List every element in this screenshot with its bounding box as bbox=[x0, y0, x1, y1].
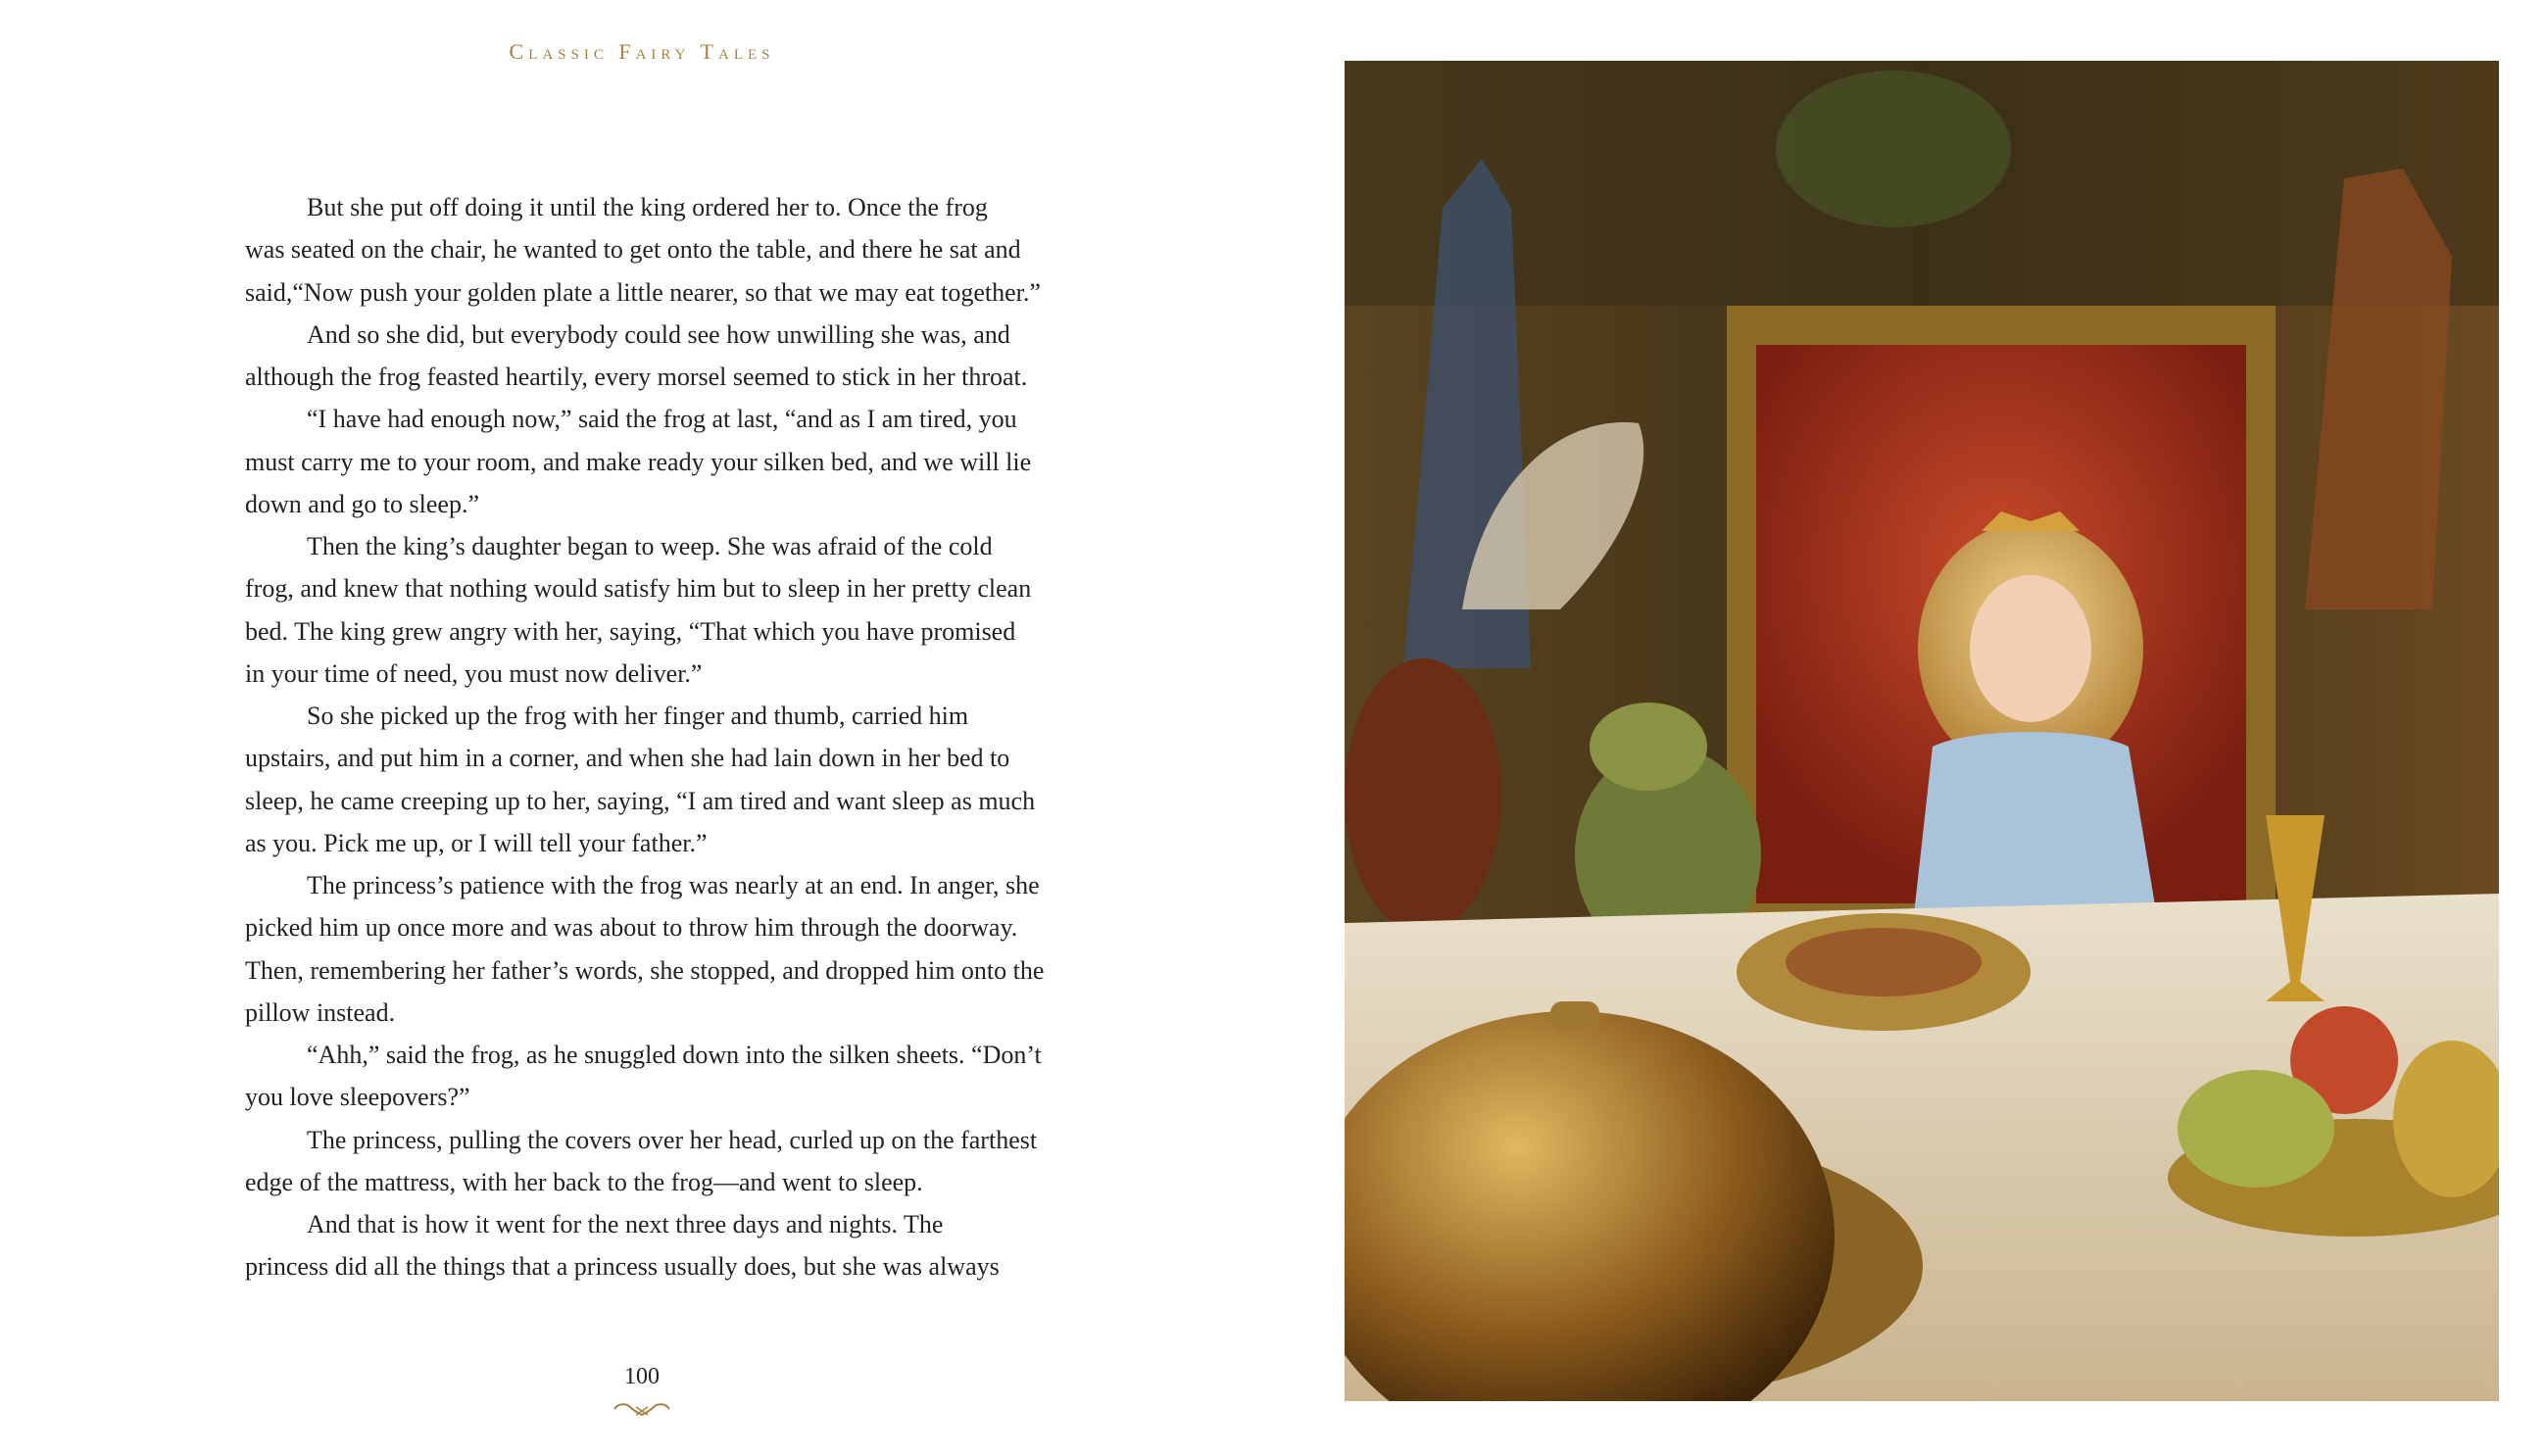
text-line: Then, remembering her father’s words, she stopped, and dropped him onto the bbox=[245, 955, 1045, 985]
text-line: said,“Now push your golden plate a little nearer, so that we may eat together.” bbox=[245, 277, 1041, 307]
text-line: sleep, he came creeping up to her, saying, “I am tired and want sleep as much bbox=[245, 786, 1036, 815]
text-line: pillow instead. bbox=[245, 997, 396, 1027]
jug bbox=[1345, 658, 1501, 933]
text-line: And so she did, but everybody could see how unwilling she was, and bbox=[307, 319, 1010, 349]
text-line: bed. The king grew angry with her, saying, “That which you have promised bbox=[245, 616, 1016, 646]
text-line: you love sleepovers?” bbox=[245, 1083, 470, 1112]
text-line: edge of the mattress, with her back to the frog—and went to sleep. bbox=[245, 1167, 923, 1196]
text-line: “I have had enough now,” said the frog at last, “and as I am tired, you bbox=[307, 405, 1017, 434]
text-line: must carry me to your room, and make ready your silken bed, and we will lie bbox=[245, 447, 1032, 476]
body-text bbox=[245, 186, 1049, 1288]
text-line: frog, and knew that nothing would satisfy him but to sleep in her pretty clean bbox=[245, 574, 1032, 604]
text-line: down and go to sleep.” bbox=[245, 489, 480, 518]
grapes bbox=[2178, 1070, 2334, 1188]
princess-dress bbox=[1913, 732, 2158, 923]
text-line: was seated on the chair, he wanted to get onto the table, and there he sat and bbox=[245, 235, 1021, 265]
text-line: Then the king’s daughter began to weep. She was afraid of the cold bbox=[307, 532, 993, 560]
text-line: although the frog feasted heartily, every morsel seemed to stick in her throat. bbox=[245, 363, 1028, 391]
text-line: picked him up once more and was about to throw him through the doorway. bbox=[245, 913, 1018, 943]
text-line: as you. Pick me up, or I will tell your father.” bbox=[245, 828, 708, 857]
text-line: princess did all the things that a princess usually does, but she was always bbox=[245, 1252, 1000, 1282]
text-line: in your time of need, you must now deliver.” bbox=[245, 658, 703, 688]
running-header: Classic Fairy Tales bbox=[509, 39, 775, 64]
text-line: “Ahh,” said the frog, as he snuggled down into the silken sheets. “Don’t bbox=[307, 1041, 1042, 1069]
text-line: The princess, pulling the covers over her head, curled up on the farthest bbox=[307, 1125, 1038, 1154]
text-line: upstairs, and put him in a corner, and when she had lain down in her bed to bbox=[245, 744, 1010, 773]
text-line: The princess’s patience with the frog was nearly at an end. In anger, she bbox=[307, 871, 1040, 899]
illustration-princess-and-frog bbox=[1345, 61, 2499, 1401]
text-line: But she put off doing it until the king ordered her to. Once the frog bbox=[307, 193, 988, 221]
text-line: And that is how it went for the next three days and nights. The bbox=[307, 1210, 944, 1238]
page-number: 100 bbox=[624, 1364, 660, 1389]
princess-face bbox=[1970, 575, 2091, 722]
flourish-ornament-icon bbox=[612, 1401, 671, 1417]
text-line: So she picked up the frog with her finger and thumb, carried him bbox=[307, 702, 969, 730]
